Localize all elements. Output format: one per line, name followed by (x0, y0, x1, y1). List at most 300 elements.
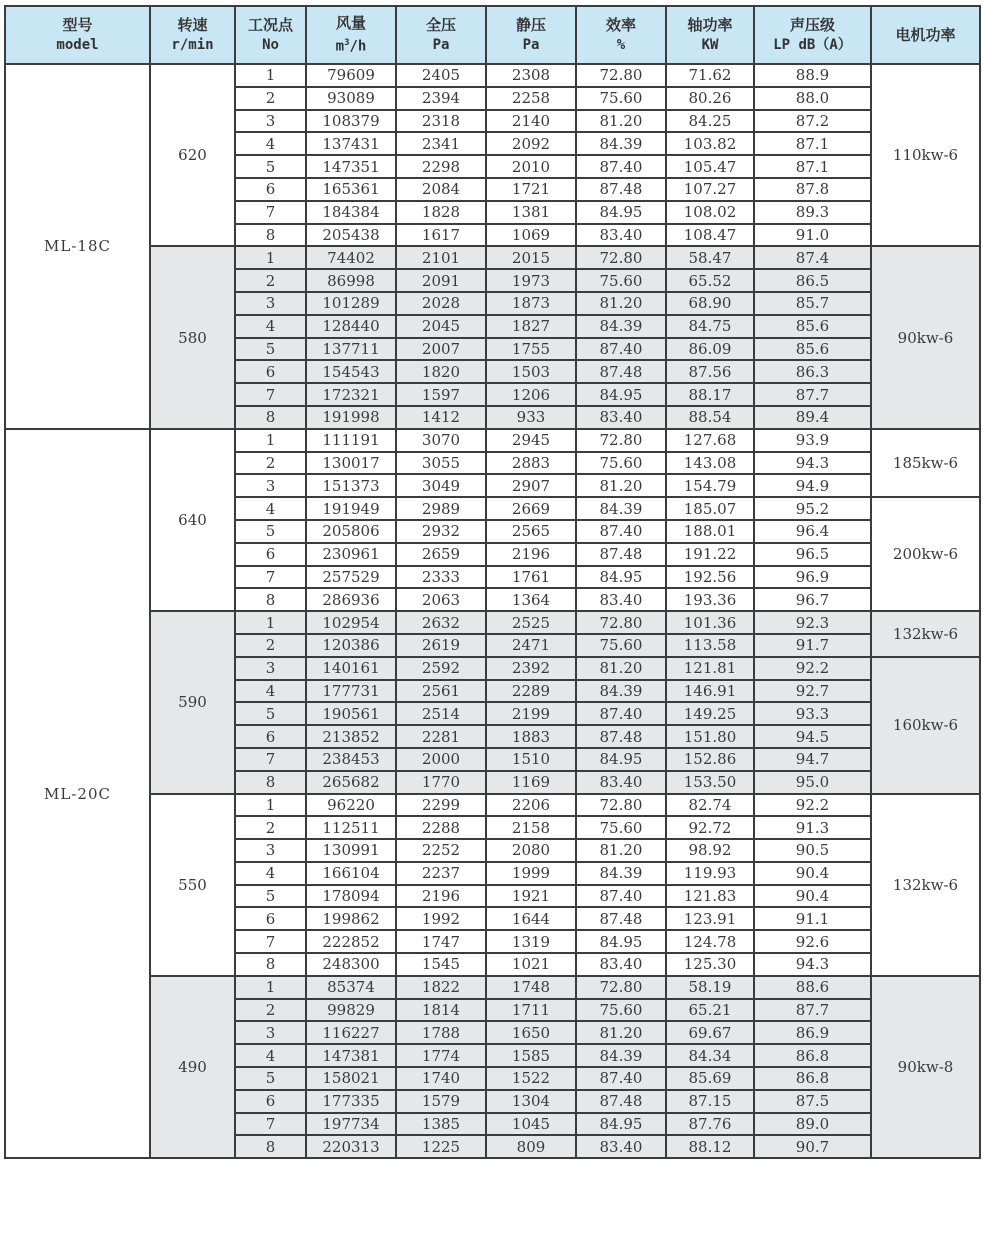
noise-cell: 92.7 (754, 680, 871, 703)
static-pressure-cell: 2907 (486, 474, 576, 497)
shaft-power-cell: 58.19 (666, 976, 754, 999)
shaft-power-cell: 85.69 (666, 1067, 754, 1090)
header-rpm (150, 6, 235, 64)
point-cell: 7 (235, 748, 306, 771)
flow-cell: 197734 (306, 1113, 396, 1136)
point-cell: 2 (235, 634, 306, 657)
shaft-power-cell: 88.12 (666, 1135, 754, 1158)
header-point (235, 6, 306, 64)
noise-cell: 86.5 (754, 269, 871, 292)
static-pressure-cell: 2010 (486, 155, 576, 178)
static-pressure-cell: 2525 (486, 611, 576, 634)
header-rpm-unit: r/min (171, 37, 214, 53)
efficiency-cell: 84.39 (576, 680, 666, 703)
flow-cell: 101289 (306, 292, 396, 315)
point-cell: 5 (235, 702, 306, 725)
point-cell: 5 (235, 520, 306, 543)
noise-cell: 92.3 (754, 611, 871, 634)
shaft-power-cell: 68.90 (666, 292, 754, 315)
shaft-power-cell: 121.81 (666, 657, 754, 680)
flow-cell: 177335 (306, 1090, 396, 1113)
noise-cell: 86.8 (754, 1044, 871, 1067)
motor-power-cell: 185kw-6 (871, 429, 980, 497)
shaft-power-cell: 193.36 (666, 588, 754, 611)
efficiency-cell: 72.80 (576, 611, 666, 634)
point-cell: 1 (235, 611, 306, 634)
total-pressure-cell: 2561 (396, 680, 486, 703)
point-cell: 5 (235, 338, 306, 361)
total-pressure-cell: 1788 (396, 1021, 486, 1044)
point-cell: 8 (235, 1135, 306, 1158)
table-row (5, 429, 980, 452)
static-pressure-cell: 1364 (486, 588, 576, 611)
point-cell: 3 (235, 657, 306, 680)
static-pressure-cell: 1999 (486, 862, 576, 885)
total-pressure-cell: 2063 (396, 588, 486, 611)
total-pressure-cell: 1740 (396, 1067, 486, 1090)
efficiency-cell: 84.39 (576, 862, 666, 885)
point-cell: 3 (235, 110, 306, 133)
static-pressure-cell: 1921 (486, 885, 576, 908)
total-pressure-cell: 1747 (396, 930, 486, 953)
efficiency-cell: 72.80 (576, 976, 666, 999)
shaft-power-cell: 123.91 (666, 907, 754, 930)
total-pressure-cell: 2659 (396, 543, 486, 566)
point-cell: 2 (235, 452, 306, 475)
noise-cell: 88.0 (754, 87, 871, 110)
static-pressure-cell: 2565 (486, 520, 576, 543)
noise-cell: 93.9 (754, 429, 871, 452)
efficiency-cell: 81.20 (576, 1021, 666, 1044)
point-cell: 6 (235, 543, 306, 566)
total-pressure-cell: 2084 (396, 178, 486, 201)
model-cell: ML-20C (5, 429, 150, 1159)
header-flow-unit (307, 33, 395, 57)
shaft-power-cell: 88.17 (666, 383, 754, 406)
static-pressure-cell: 1761 (486, 566, 576, 589)
static-pressure-cell: 1873 (486, 292, 576, 315)
efficiency-cell: 72.80 (576, 246, 666, 269)
flow-cell: 222852 (306, 930, 396, 953)
total-pressure-cell: 1992 (396, 907, 486, 930)
efficiency-cell: 75.60 (576, 452, 666, 475)
noise-cell: 86.3 (754, 360, 871, 383)
noise-cell: 94.7 (754, 748, 871, 771)
static-pressure-cell: 2883 (486, 452, 576, 475)
header-flow-cn: 风量 (335, 14, 366, 33)
flow-cell: 205806 (306, 520, 396, 543)
point-cell: 2 (235, 816, 306, 839)
point-cell: 4 (235, 315, 306, 338)
fan-performance-table (4, 5, 981, 1159)
noise-cell: 94.5 (754, 725, 871, 748)
rpm-cell: 580 (150, 246, 235, 428)
header-rpm-cn: 转速 (177, 16, 208, 34)
efficiency-cell: 84.95 (576, 748, 666, 771)
total-pressure-cell: 2101 (396, 246, 486, 269)
flow-cell: 111191 (306, 429, 396, 452)
efficiency-cell: 75.60 (576, 269, 666, 292)
static-pressure-cell: 2669 (486, 497, 576, 520)
flow-cell: 140161 (306, 657, 396, 680)
total-pressure-cell: 2281 (396, 725, 486, 748)
static-pressure-cell: 1021 (486, 953, 576, 976)
total-pressure-cell: 3070 (396, 429, 486, 452)
noise-cell: 90.5 (754, 839, 871, 862)
flow-cell: 190561 (306, 702, 396, 725)
total-pressure-cell: 2299 (396, 794, 486, 817)
static-pressure-cell: 2140 (486, 110, 576, 133)
header-efficiency-unit: % (616, 37, 626, 53)
total-pressure-cell: 2091 (396, 269, 486, 292)
motor-power-cell: 90kw-8 (871, 976, 980, 1158)
noise-cell: 85.6 (754, 315, 871, 338)
point-cell: 8 (235, 406, 306, 429)
total-pressure-cell: 1617 (396, 224, 486, 247)
noise-cell: 87.7 (754, 999, 871, 1022)
efficiency-cell: 83.40 (576, 224, 666, 247)
noise-cell: 91.0 (754, 224, 871, 247)
static-pressure-cell: 1169 (486, 771, 576, 794)
total-pressure-cell: 2394 (396, 87, 486, 110)
shaft-power-cell: 107.27 (666, 178, 754, 201)
shaft-power-cell: 92.72 (666, 816, 754, 839)
shaft-power-cell: 188.01 (666, 520, 754, 543)
noise-cell: 96.7 (754, 588, 871, 611)
point-cell: 4 (235, 862, 306, 885)
noise-cell: 92.2 (754, 794, 871, 817)
efficiency-cell: 72.80 (576, 429, 666, 452)
noise-cell: 85.6 (754, 338, 871, 361)
noise-cell: 96.9 (754, 566, 871, 589)
shaft-power-cell: 86.09 (666, 338, 754, 361)
point-cell: 7 (235, 566, 306, 589)
point-cell: 1 (235, 429, 306, 452)
flow-cell: 191998 (306, 406, 396, 429)
noise-cell: 94.3 (754, 452, 871, 475)
static-pressure-cell: 1721 (486, 178, 576, 201)
header-static-pressure-cn: 静压 (515, 16, 546, 34)
shaft-power-cell: 98.92 (666, 839, 754, 862)
flow-cell: 74402 (306, 246, 396, 269)
static-pressure-cell: 1827 (486, 315, 576, 338)
point-cell: 2 (235, 269, 306, 292)
noise-cell: 91.3 (754, 816, 871, 839)
static-pressure-cell: 1503 (486, 360, 576, 383)
rpm-cell: 550 (150, 794, 235, 976)
static-pressure-cell: 1973 (486, 269, 576, 292)
efficiency-cell: 87.40 (576, 155, 666, 178)
flow-cell: 248300 (306, 953, 396, 976)
static-pressure-cell: 2080 (486, 839, 576, 862)
flow-cell: 166104 (306, 862, 396, 885)
flow-cell: 108379 (306, 110, 396, 133)
total-pressure-cell: 2405 (396, 64, 486, 87)
point-cell: 5 (235, 1067, 306, 1090)
point-cell: 3 (235, 839, 306, 862)
point-cell: 6 (235, 178, 306, 201)
flow-cell: 93089 (306, 87, 396, 110)
noise-cell: 90.4 (754, 862, 871, 885)
shaft-power-cell: 82.74 (666, 794, 754, 817)
model-cell: ML-18C (5, 64, 150, 429)
flow-cell: 154543 (306, 360, 396, 383)
point-cell: 4 (235, 680, 306, 703)
static-pressure-cell: 2015 (486, 246, 576, 269)
efficiency-cell: 83.40 (576, 953, 666, 976)
header-noise-cn: 声压级 (789, 16, 835, 34)
static-pressure-cell: 1755 (486, 338, 576, 361)
efficiency-cell: 84.39 (576, 1044, 666, 1067)
flow-cell: 191949 (306, 497, 396, 520)
flow-cell: 147351 (306, 155, 396, 178)
noise-cell: 87.1 (754, 132, 871, 155)
header-shaft-power-unit: KW (701, 37, 719, 53)
point-cell: 6 (235, 907, 306, 930)
noise-cell: 91.1 (754, 907, 871, 930)
efficiency-cell: 72.80 (576, 64, 666, 87)
rpm-cell: 640 (150, 429, 235, 611)
noise-cell: 95.2 (754, 497, 871, 520)
efficiency-cell: 87.48 (576, 725, 666, 748)
header-total-pressure-cn: 全压 (425, 16, 456, 34)
shaft-power-cell: 151.80 (666, 725, 754, 748)
flow-cell: 184384 (306, 201, 396, 224)
efficiency-cell: 81.20 (576, 292, 666, 315)
table-row (5, 794, 980, 817)
header-row (5, 6, 980, 64)
efficiency-cell: 84.39 (576, 497, 666, 520)
shaft-power-cell: 154.79 (666, 474, 754, 497)
point-cell: 1 (235, 976, 306, 999)
static-pressure-cell: 2196 (486, 543, 576, 566)
point-cell: 8 (235, 771, 306, 794)
total-pressure-cell: 1412 (396, 406, 486, 429)
total-pressure-cell: 2333 (396, 566, 486, 589)
point-cell: 7 (235, 930, 306, 953)
total-pressure-cell: 1225 (396, 1135, 486, 1158)
static-pressure-cell: 1711 (486, 999, 576, 1022)
flow-cell: 147381 (306, 1044, 396, 1067)
total-pressure-cell: 2619 (396, 634, 486, 657)
flow-cell: 86998 (306, 269, 396, 292)
point-cell: 2 (235, 87, 306, 110)
flow-cell: 116227 (306, 1021, 396, 1044)
total-pressure-cell: 1545 (396, 953, 486, 976)
static-pressure-cell: 1069 (486, 224, 576, 247)
flow-cell: 177731 (306, 680, 396, 703)
total-pressure-cell: 1597 (396, 383, 486, 406)
total-pressure-cell: 2028 (396, 292, 486, 315)
rpm-cell: 620 (150, 64, 235, 246)
point-cell: 6 (235, 725, 306, 748)
flow-cell: 165361 (306, 178, 396, 201)
total-pressure-cell: 2341 (396, 132, 486, 155)
point-cell: 8 (235, 224, 306, 247)
shaft-power-cell: 101.36 (666, 611, 754, 634)
efficiency-cell: 83.40 (576, 406, 666, 429)
shaft-power-cell: 105.47 (666, 155, 754, 178)
static-pressure-cell: 2092 (486, 132, 576, 155)
static-pressure-cell: 2945 (486, 429, 576, 452)
shaft-power-cell: 191.22 (666, 543, 754, 566)
static-pressure-cell: 2258 (486, 87, 576, 110)
noise-cell: 87.8 (754, 178, 871, 201)
shaft-power-cell: 65.52 (666, 269, 754, 292)
efficiency-cell: 87.40 (576, 520, 666, 543)
motor-power-cell: 200kw-6 (871, 497, 980, 611)
table-row (5, 611, 980, 634)
shaft-power-cell: 192.56 (666, 566, 754, 589)
header-motor-cn: 电机功率 (895, 26, 956, 44)
efficiency-cell: 83.40 (576, 771, 666, 794)
total-pressure-cell: 2045 (396, 315, 486, 338)
shaft-power-cell: 84.75 (666, 315, 754, 338)
total-pressure-cell: 3049 (396, 474, 486, 497)
header-total-pressure-unit: Pa (432, 37, 450, 53)
shaft-power-cell: 125.30 (666, 953, 754, 976)
noise-cell: 89.4 (754, 406, 871, 429)
total-pressure-cell: 1820 (396, 360, 486, 383)
point-cell: 8 (235, 953, 306, 976)
flow-cell: 265682 (306, 771, 396, 794)
total-pressure-cell: 1770 (396, 771, 486, 794)
total-pressure-cell: 2237 (396, 862, 486, 885)
shaft-power-cell: 143.08 (666, 452, 754, 475)
header-efficiency (576, 6, 666, 64)
rpm-cell: 590 (150, 611, 235, 793)
point-cell: 1 (235, 794, 306, 817)
noise-cell: 88.6 (754, 976, 871, 999)
total-pressure-cell: 2000 (396, 748, 486, 771)
static-pressure-cell: 933 (486, 406, 576, 429)
static-pressure-cell: 1644 (486, 907, 576, 930)
shaft-power-cell: 80.26 (666, 87, 754, 110)
efficiency-cell: 81.20 (576, 657, 666, 680)
header-model (5, 6, 150, 64)
shaft-power-cell: 84.25 (666, 110, 754, 133)
efficiency-cell: 87.48 (576, 360, 666, 383)
motor-power-cell: 110kw-6 (871, 64, 980, 246)
efficiency-cell: 84.95 (576, 1113, 666, 1136)
noise-cell: 92.2 (754, 657, 871, 680)
static-pressure-cell: 1304 (486, 1090, 576, 1113)
efficiency-cell: 87.48 (576, 1090, 666, 1113)
shaft-power-cell: 87.15 (666, 1090, 754, 1113)
point-cell: 2 (235, 999, 306, 1022)
noise-cell: 90.7 (754, 1135, 871, 1158)
efficiency-cell: 87.40 (576, 338, 666, 361)
point-cell: 6 (235, 1090, 306, 1113)
static-pressure-cell: 1748 (486, 976, 576, 999)
flow-cell: 128440 (306, 315, 396, 338)
efficiency-cell: 87.40 (576, 1067, 666, 1090)
total-pressure-cell: 2318 (396, 110, 486, 133)
point-cell: 4 (235, 497, 306, 520)
total-pressure-cell: 2932 (396, 520, 486, 543)
static-pressure-cell: 1045 (486, 1113, 576, 1136)
static-pressure-cell: 2206 (486, 794, 576, 817)
efficiency-cell: 72.80 (576, 794, 666, 817)
static-pressure-cell: 2158 (486, 816, 576, 839)
shaft-power-cell: 87.56 (666, 360, 754, 383)
header-noise (754, 6, 871, 64)
efficiency-cell: 84.95 (576, 566, 666, 589)
flow-cell: 199862 (306, 907, 396, 930)
header-flow (306, 6, 396, 64)
shaft-power-cell: 119.93 (666, 862, 754, 885)
header-efficiency-cn: 效率 (605, 16, 636, 34)
noise-cell: 93.3 (754, 702, 871, 725)
noise-cell: 92.6 (754, 930, 871, 953)
flow-cell: 172321 (306, 383, 396, 406)
static-pressure-cell: 1206 (486, 383, 576, 406)
point-cell: 1 (235, 64, 306, 87)
noise-cell: 86.8 (754, 1067, 871, 1090)
total-pressure-cell: 1774 (396, 1044, 486, 1067)
shaft-power-cell: 87.76 (666, 1113, 754, 1136)
point-cell: 6 (235, 360, 306, 383)
noise-cell: 89.3 (754, 201, 871, 224)
shaft-power-cell: 127.68 (666, 429, 754, 452)
efficiency-cell: 75.60 (576, 999, 666, 1022)
noise-cell: 86.9 (754, 1021, 871, 1044)
shaft-power-cell: 65.21 (666, 999, 754, 1022)
efficiency-cell: 84.95 (576, 201, 666, 224)
total-pressure-cell: 1579 (396, 1090, 486, 1113)
static-pressure-cell: 1319 (486, 930, 576, 953)
header-static-pressure-unit: Pa (522, 37, 540, 53)
total-pressure-cell: 2514 (396, 702, 486, 725)
static-pressure-cell: 1585 (486, 1044, 576, 1067)
header-noise-unit: LP dB（A） (773, 37, 852, 53)
efficiency-cell: 81.20 (576, 110, 666, 133)
point-cell: 3 (235, 1021, 306, 1044)
efficiency-cell: 75.60 (576, 87, 666, 110)
point-cell: 3 (235, 292, 306, 315)
motor-power-cell: 132kw-6 (871, 794, 980, 976)
noise-cell: 96.5 (754, 543, 871, 566)
flow-cell: 102954 (306, 611, 396, 634)
point-cell: 8 (235, 588, 306, 611)
noise-cell: 96.4 (754, 520, 871, 543)
static-pressure-cell: 2308 (486, 64, 576, 87)
header-total-pressure (396, 6, 486, 64)
total-pressure-cell: 2989 (396, 497, 486, 520)
noise-cell: 89.0 (754, 1113, 871, 1136)
flow-cell: 151373 (306, 474, 396, 497)
point-cell: 4 (235, 132, 306, 155)
point-cell: 5 (235, 885, 306, 908)
point-cell: 7 (235, 1113, 306, 1136)
point-cell: 7 (235, 201, 306, 224)
noise-cell: 87.4 (754, 246, 871, 269)
noise-cell: 91.7 (754, 634, 871, 657)
header-model-cn: 型号 (62, 16, 93, 34)
shaft-power-cell: 58.47 (666, 246, 754, 269)
shaft-power-cell: 153.50 (666, 771, 754, 794)
noise-cell: 95.0 (754, 771, 871, 794)
static-pressure-cell: 2289 (486, 680, 576, 703)
point-cell: 3 (235, 474, 306, 497)
total-pressure-cell: 1822 (396, 976, 486, 999)
efficiency-cell: 81.20 (576, 839, 666, 862)
shaft-power-cell: 146.91 (666, 680, 754, 703)
flow-cell: 178094 (306, 885, 396, 908)
total-pressure-cell: 1385 (396, 1113, 486, 1136)
flow-unit-base: m (335, 38, 345, 55)
static-pressure-cell: 1381 (486, 201, 576, 224)
